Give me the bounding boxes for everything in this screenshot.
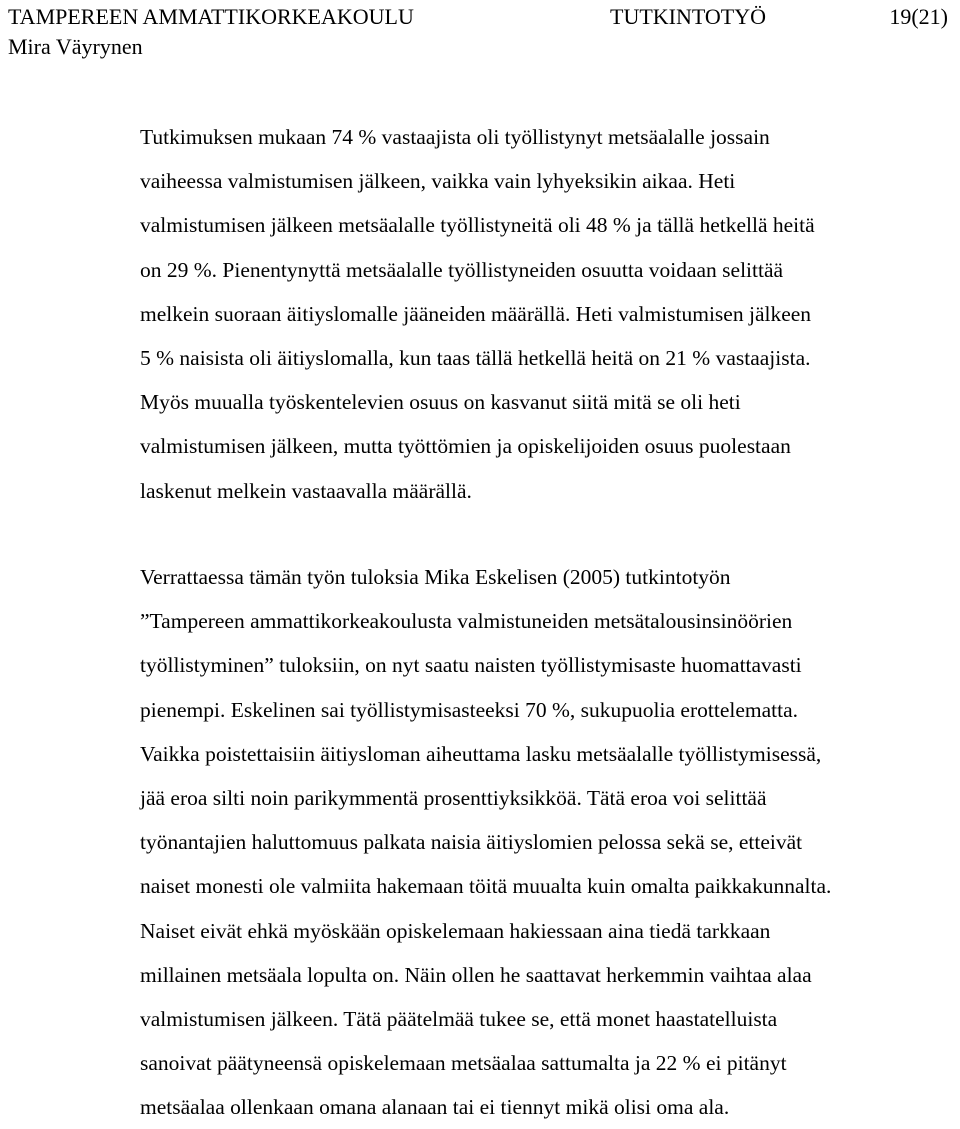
text-line: valmistumisen jälkeen, mutta työttömien ja opiskelijoiden osuus puolestaan [140,434,791,459]
paragraph-1 [140,115,960,513]
text-line: Tutkimuksen mukaan 74 % vastaajista oli työllistynyt metsäalalle jossain [140,125,770,149]
text-line: metsäalaa ollenkaan omana alanaan tai ei tiennyt mikä olisi oma ala. [140,1095,730,1120]
text-line: vaiheessa valmistumisen jälkeen, vaikka vain lyhyeksikin aikaa. Heti [140,169,736,194]
text-line: millainen metsäala lopulta on. Näin ollen he saattavat herkemmin vaihtaa alaa [140,962,812,987]
text-line: on 29 %. Pienentynyttä metsäalalle työllistyneiden osuutta voidaan selittää [140,257,784,282]
text-line: laskenut melkein vastaavalla määrällä. [140,478,472,503]
header-top-row [8,2,948,32]
document-type: TUTKINTOTYÖ [610,4,767,29]
text-line: Verrattaessa tämän työn tuloksia Mika Eskelisen (2005) tutkintotyön [140,565,731,589]
text-line: pienempi. Eskelinen sai työllistymisasteeksi 70 %, sukupuolia erottelematta. [140,697,799,722]
text-line: Vaikka poistettaisiin äitiysloman aiheuttama lasku metsäalalle työllistymisessä, [140,741,822,766]
school-name: TAMPEREEN AMMATTIKORKEAKOULU [8,4,414,29]
text-line: työllistyminen” tuloksiin, on nyt saatu naisten työllistymisaste huomattavasti [140,653,802,678]
text-line: valmistumisen jälkeen. Tätä päätelmää tukee se, että monet haastatelluista [140,1006,778,1031]
text-line: työnantajien haluttomuus palkata naisia äitiyslomien pelossa sekä se, etteivät [140,830,803,855]
text-line: valmistumisen jälkeen metsäalalle työllistyneitä oli 48 % ja tällä hetkellä heitä [140,213,815,238]
page-header [8,2,948,66]
text-line: naiset monesti ole valmiita hakemaan töitä muualta kuin omalta paikkakunnalta. [140,874,832,899]
text-line: ”Tampereen ammattikorkeakoulusta valmistuneiden metsätalousinsinöörien [140,609,793,634]
text-line: melkein suoraan äitiyslomalle jääneiden määrällä. Heti valmistumisen jälkeen [140,301,812,326]
text-line: Myös muualla työskentelevien osuus on kasvanut siitä mitä se oli heti [140,390,741,415]
paragraph-2 [140,555,960,1129]
text-line: sanoivat päätyneensä opiskelemaan metsäalaa sattumalta ja 22 % ei pitänyt [140,1051,787,1076]
author-name: Mira Väyrynen [8,34,143,59]
text-line: 5 % naisista oli äitiyslomalla, kun taas tällä hetkellä heitä on 21 % vastaajista. [140,345,811,370]
text-line: Naiset eivät ehkä myöskään opiskelemaan hakiessaan aina tiedä tarkkaan [140,918,771,943]
text-line: jää eroa silti noin parikymmentä prosenttiyksikköä. Tätä eroa voi selittää [140,785,767,810]
page-number: 19(21) [889,4,948,29]
